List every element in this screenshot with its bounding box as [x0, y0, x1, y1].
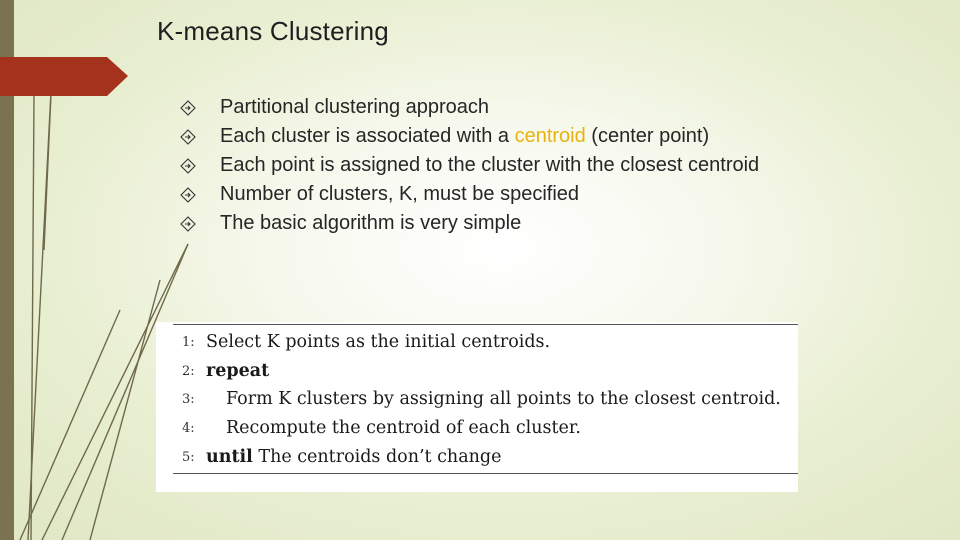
line-keyword: until [206, 447, 253, 467]
algorithm-line [182, 385, 781, 413]
line-text-rest: The centroids don’t change [252, 447, 502, 467]
diamond-arrow-icon [180, 187, 220, 203]
bullet-item [180, 209, 759, 238]
line-number: 2: [182, 363, 195, 379]
bullet-text [220, 125, 709, 148]
line-text: Form K clusters by assigning all points to the closest centroid. [226, 389, 781, 409]
highlighted-term: centroid [514, 125, 586, 147]
diamond-arrow-icon [180, 158, 220, 174]
algorithm-bottom-rule [173, 473, 798, 474]
line-text [206, 447, 501, 467]
line-number: 3: [182, 391, 195, 407]
bullet-item [180, 122, 759, 151]
bullet-text: Number of clusters, K, must be specified [220, 183, 580, 205]
bullet-text: Partitional clustering approach [220, 96, 490, 118]
bullet-text-before: Each cluster is associated with a [220, 125, 515, 147]
bullet-text-after: (center point) [585, 125, 710, 147]
algorithm-line [182, 414, 581, 442]
algorithm-box [156, 322, 798, 492]
line-text: Recompute the centroid of each cluster. [226, 418, 581, 438]
algorithm-line [182, 328, 550, 356]
bullet-item [180, 180, 759, 209]
diamond-arrow-icon [180, 216, 220, 232]
algorithm-line [182, 443, 501, 471]
bullet-list [180, 93, 759, 238]
line-number: 5: [182, 449, 195, 465]
algorithm-top-rule [173, 324, 798, 325]
bullet-text: Each point is assigned to the cluster with the closest centroid [220, 154, 760, 176]
bullet-text: The basic algorithm is very simple [220, 212, 522, 234]
line-number: 4: [182, 420, 195, 436]
diamond-arrow-icon [180, 129, 220, 145]
slide-title: K-means Clustering [157, 16, 389, 46]
algorithm-line [182, 357, 269, 385]
line-keyword: repeat [206, 361, 270, 381]
bullet-item [180, 93, 759, 122]
diamond-arrow-icon [180, 100, 220, 116]
line-number: 1: [182, 334, 195, 350]
accent-arrow-shape [0, 57, 130, 97]
bullet-item [180, 151, 759, 180]
line-text: Select K points as the initial centroids. [206, 332, 551, 352]
